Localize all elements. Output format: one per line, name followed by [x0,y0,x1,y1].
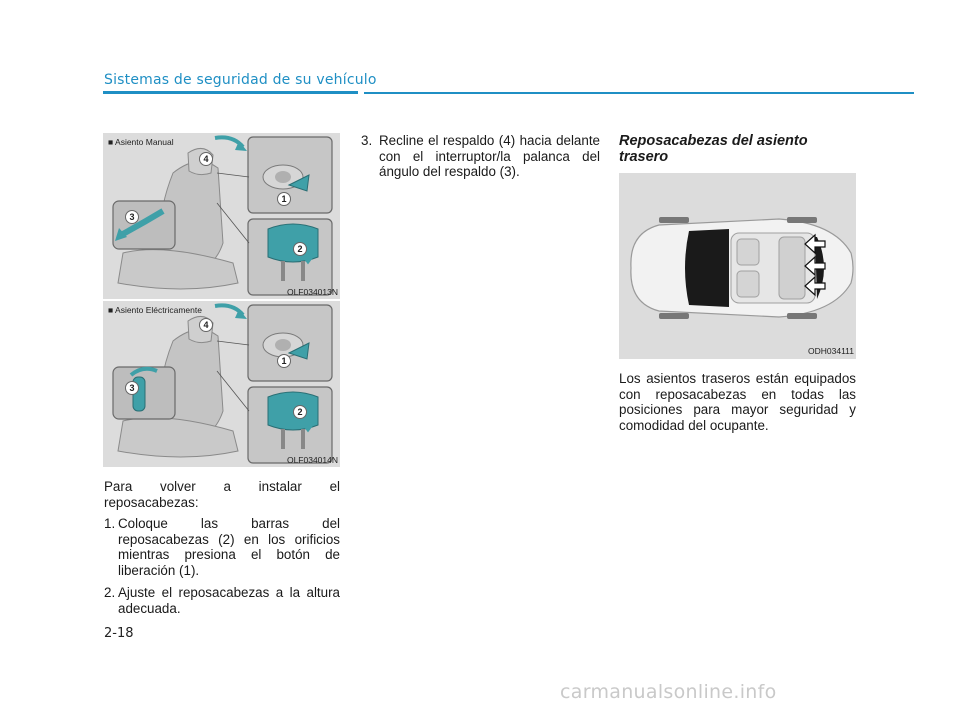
list-number: 1. [104,516,116,531]
list-text: Recline el respaldo (4) hacia delante con el interruptor/la palanca del ángulo del respaldo (3). [379,133,600,179]
header-rule-right [364,92,914,94]
page-number: 2-18 [104,626,134,641]
figure-rear-headrests [619,173,856,359]
section-header-title: Sistemas de seguridad de su vehículo [104,72,377,88]
intro-paragraph: Para volver a instalar el reposacabezas: [104,479,340,510]
left-column-text [104,479,340,623]
header-rule-left [103,91,358,94]
figure-manual-seat [103,133,340,299]
list-item [361,133,600,180]
figure-manual-code: OLF034013N [286,287,338,297]
figure-rear-code: ODH034111 [808,346,854,356]
callout-3: 3 [125,210,139,224]
figure-electric-code: OLF034014N [286,455,338,465]
watermark: carmanualsonline.info [560,681,777,703]
callout-3: 3 [125,381,139,395]
list-number: 3. [361,133,373,148]
figure-manual-label: ■ Asiento Manual [108,137,174,147]
callout-2: 2 [293,405,307,419]
list-item [104,516,340,578]
list-item [104,585,340,616]
electric-seat-illustration [103,301,340,467]
callout-4: 4 [199,318,213,332]
car-top-view-illustration [619,173,856,359]
callout-1: 1 [277,192,291,206]
section-heading: Reposacabezas del asiento trasero [619,133,808,165]
figure-electric-seat [103,301,340,467]
list-text: Ajuste el reposacabezas a la altura adecuada. [118,585,340,616]
callout-4: 4 [199,152,213,166]
callout-2: 2 [293,242,307,256]
list-number: 2. [104,585,116,600]
middle-column-text [361,133,600,187]
callout-1: 1 [277,354,291,368]
list-text: Coloque las barras del reposacabezas (2) en los orificios mientras presiona el botón de liberación (1). [118,516,340,578]
figure-electric-label: ■ Asiento Eléctricamente [108,305,202,315]
right-column-paragraph: Los asientos traseros están equipados con reposacabezas en todas las posiciones para mayor seguridad y comodidad del ocupante. [619,371,856,433]
